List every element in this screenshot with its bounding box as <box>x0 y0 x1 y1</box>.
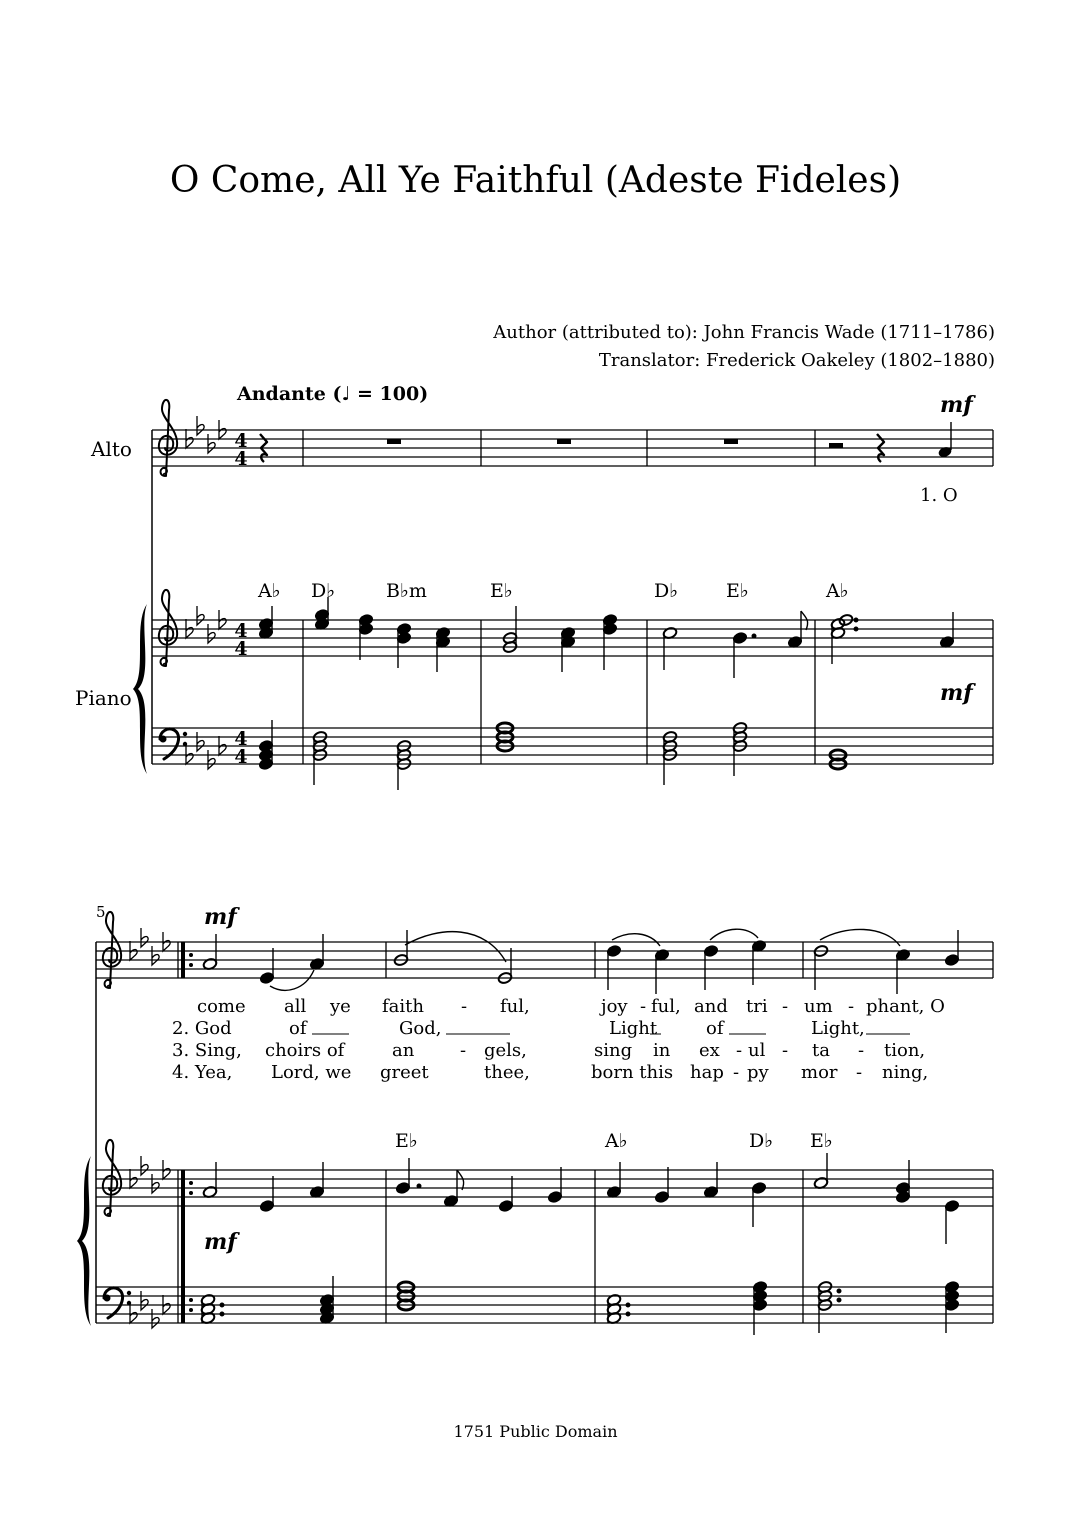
svg-text:4: 4 <box>234 728 248 750</box>
chord-symbol: E♭ <box>810 1130 833 1152</box>
lyric-syllable: ning, <box>882 1062 929 1083</box>
lyric-syllable: ye <box>330 996 351 1017</box>
instrument-name-alto: Alto <box>91 437 132 461</box>
author-credit: Author (attributed to): John Francis Wade (1711–1786) <box>493 322 995 343</box>
lyric-syllable: hap <box>690 1062 724 1083</box>
lyric-syllable: come <box>197 996 246 1017</box>
lyric-syllable: choirs of <box>265 1040 345 1061</box>
lyric-syllable: ex <box>699 1040 720 1061</box>
chord-symbol: A♭ <box>605 1130 628 1152</box>
page-title: O Come, All Ye Faithful (Adeste Fideles) <box>169 160 902 201</box>
chord-symbol: D♭ <box>311 580 336 602</box>
lyric-syllable: 1. O <box>920 485 958 506</box>
lyric-syllable: and <box>694 996 728 1017</box>
lyric-syllable: 2. God <box>172 1018 232 1039</box>
lyric-hyphen: - <box>736 1040 743 1061</box>
key-signature <box>130 928 170 1328</box>
lyric-syllable: mor <box>801 1062 838 1083</box>
lyric-syllable: thee, <box>484 1062 530 1083</box>
time-signature <box>234 430 247 768</box>
lyric-hyphen: - <box>856 1062 863 1083</box>
treble-clef-icon <box>103 1140 121 1216</box>
dynamic-mf: mf <box>204 904 237 930</box>
lyric-syllable: ful, <box>651 996 681 1017</box>
lyric-syllable: joy <box>601 996 628 1017</box>
lyric-syllable: ful, <box>500 996 530 1017</box>
lyric-syllable: gels, <box>484 1040 527 1061</box>
lyric-syllable: of <box>289 1018 307 1039</box>
dynamic-mf: mf <box>204 1229 237 1255</box>
lyric-syllable: tion, <box>884 1040 926 1061</box>
dynamic-mf: mf <box>940 680 973 706</box>
alto-notes <box>202 929 959 994</box>
lyric-hyphen: - <box>848 996 855 1017</box>
chord-symbol: A♭ <box>826 580 849 602</box>
barlines <box>386 942 993 1323</box>
svg-text:4: 4 <box>234 448 248 470</box>
lyric-hyphen: - <box>733 1062 740 1083</box>
lyric-syllable: tri <box>746 996 768 1017</box>
svg-text:4: 4 <box>234 430 248 452</box>
whole-rest <box>724 439 738 444</box>
lyric-syllable: sing <box>594 1040 633 1061</box>
half-rest <box>829 443 843 448</box>
staff-piano-bass-system1 <box>152 728 993 764</box>
chord-symbol: D♭ <box>654 580 679 602</box>
treble-clef-icon <box>159 590 177 666</box>
lyric-syllable: all <box>284 996 307 1017</box>
lyric-syllable: greet <box>380 1062 429 1083</box>
lyric-syllable: Lord, we <box>271 1062 352 1083</box>
translator-credit: Translator: Frederick Oakeley (1802–1880) <box>598 350 995 371</box>
lyric-syllable: of <box>706 1018 724 1039</box>
piano-brace <box>77 1156 91 1326</box>
lyric-hyphen: - <box>782 1040 789 1061</box>
chord-symbol: A♭ <box>258 580 281 602</box>
staff-alto-system1 <box>152 430 993 466</box>
lyric-syllable: Light <box>609 1018 658 1039</box>
svg-text:4: 4 <box>234 746 248 768</box>
treble-clef-icon <box>159 400 177 476</box>
barlines <box>303 430 993 764</box>
lyric-syllable: in <box>653 1040 671 1061</box>
lyric-hyphen: - <box>782 996 789 1017</box>
staff-piano-bass-system2 <box>96 1287 993 1323</box>
chord-symbol: B♭m <box>386 580 427 602</box>
piano-treble-notes <box>202 1153 959 1244</box>
repeat-barline <box>178 942 183 1323</box>
staff-alto-system2 <box>96 942 993 978</box>
svg-text:4: 4 <box>234 620 248 642</box>
lyric-syllable: ta <box>812 1040 830 1061</box>
repeat-dots <box>189 953 193 1312</box>
lyric-syllable: py <box>747 1062 769 1083</box>
instrument-name-piano: Piano <box>75 686 132 710</box>
lyric-hyphen: - <box>858 1040 865 1061</box>
chord-symbol: E♭ <box>726 580 749 602</box>
dynamic-mf: mf <box>940 392 973 418</box>
whole-rest <box>387 439 401 444</box>
tempo-marking: Andante (♩ = 100) <box>237 383 429 405</box>
lyric-hyphen: - <box>461 996 468 1017</box>
lyric-syllable: born this <box>591 1062 674 1083</box>
key-signature <box>186 416 226 769</box>
lyric-syllable: phant, O <box>866 996 945 1017</box>
treble-clef-icon <box>103 912 121 988</box>
lyric-hyphen: - <box>460 1040 467 1061</box>
lyric-syllable: um <box>804 996 833 1017</box>
lyric-hyphen: - <box>640 996 647 1017</box>
quarter-note-icon: ♩ <box>341 383 351 405</box>
svg-text:4: 4 <box>234 638 248 660</box>
lyric-syllable: God, <box>399 1018 442 1039</box>
whole-rest <box>557 439 571 444</box>
lyric-syllable: Light, <box>811 1018 865 1039</box>
copyright-footer: 1751 Public Domain <box>453 1422 618 1441</box>
lyric-syllable: faith <box>382 996 424 1017</box>
piano-brace <box>133 604 147 774</box>
lyric-syllable: 4. Yea, <box>172 1062 233 1083</box>
chord-symbol: D♭ <box>749 1130 774 1152</box>
staff-piano-treble-system2 <box>96 1170 993 1206</box>
lyric-syllable: an <box>392 1040 415 1061</box>
chord-symbol: E♭ <box>490 580 513 602</box>
lyric-syllable: ul <box>748 1040 766 1061</box>
chord-symbol: E♭ <box>395 1130 418 1152</box>
measure-number: 5 <box>96 903 106 921</box>
lyric-syllable: 3. Sing, <box>172 1040 242 1061</box>
